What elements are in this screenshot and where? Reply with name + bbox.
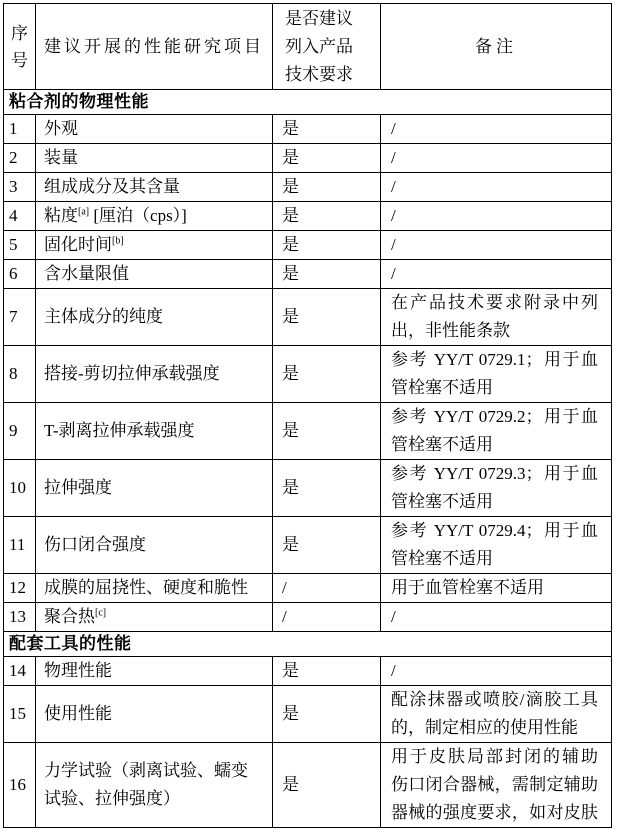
row-research-item: T-剥离拉伸承载强度 <box>36 403 273 460</box>
cell-text-line: 出，非性能条款 <box>391 321 510 340</box>
section-title: 粘合剂的物理性能 <box>4 90 612 115</box>
row-remark: / <box>381 115 612 144</box>
row-research-item: 拉伸强度 <box>36 460 273 517</box>
row-remark <box>381 346 612 403</box>
cell-text-line: 参考 YY/T 0729.1；用于血 <box>391 350 598 369</box>
row-remark: 用于血管栓塞不适用 <box>381 574 612 603</box>
performance-requirements-table <box>3 3 612 828</box>
row-serial-number: 4 <box>4 202 36 231</box>
row-serial-number: 16 <box>4 743 36 828</box>
cell-text-line: 参考 YY/T 0729.4；用于血 <box>391 521 598 540</box>
row-research-item: 装量 <box>36 144 273 173</box>
row-listed-value: 是 <box>273 260 381 289</box>
document-page <box>0 3 619 832</box>
row-listed-value: / <box>273 574 381 603</box>
header-listed-in-requirements <box>273 4 381 90</box>
row-research-item: 成膜的屈挠性、硬度和脆性 <box>36 574 273 603</box>
header-serial-number <box>4 4 36 90</box>
row-remark <box>381 517 612 574</box>
table-row <box>4 574 612 603</box>
cell-text-line: 力学试验（剥离试验、蠕变 <box>44 761 248 780</box>
row-listed-value: 是 <box>273 202 381 231</box>
row-research-item <box>36 743 273 828</box>
table-row <box>4 144 612 173</box>
cell-text-line: 伤口闭合器械，需制定辅助 <box>391 775 598 794</box>
table-row <box>4 460 612 517</box>
row-listed-value: 是 <box>273 460 381 517</box>
row-listed-value: 是 <box>273 346 381 403</box>
section-title: 配套工具的性能 <box>4 632 612 657</box>
cell-text-line: 参考 YY/T 0729.2；用于血 <box>391 407 598 426</box>
cell-text-line: 管栓塞不适用 <box>391 549 493 568</box>
cell-text-line: 配涂抹器或喷胶/滴胶工具 <box>391 690 598 709</box>
row-remark: / <box>381 202 612 231</box>
row-research-item: 组成成分及其含量 <box>36 173 273 202</box>
row-listed-value: 是 <box>273 657 381 686</box>
section-row <box>4 90 612 115</box>
cell-text-line: 用于皮肤局部封闭的辅助 <box>391 747 598 766</box>
cell-text-line: 器械的强度要求，如对皮肤 <box>391 803 598 822</box>
cell-text-line: 试验、拉伸强度） <box>44 789 180 808</box>
row-serial-number: 5 <box>4 231 36 260</box>
row-listed-value: 是 <box>273 517 381 574</box>
row-listed-value: 是 <box>273 743 381 828</box>
row-listed-value: / <box>273 603 381 632</box>
table-row <box>4 686 612 743</box>
row-listed-value: 是 <box>273 173 381 202</box>
header-listed-line-1: 是否建议 <box>285 8 353 28</box>
row-serial-number: 8 <box>4 346 36 403</box>
header-listed-line-2: 列入产品 <box>285 36 353 56</box>
row-remark <box>381 289 612 346</box>
cell-text-line: 管栓塞不适用 <box>391 492 493 511</box>
table-row <box>4 173 612 202</box>
row-remark: / <box>381 657 612 686</box>
row-serial-number: 2 <box>4 144 36 173</box>
row-remark <box>381 460 612 517</box>
section-row <box>4 632 612 657</box>
table-row <box>4 603 612 632</box>
footnote-marker: [a] <box>78 206 90 218</box>
row-research-item: 物理性能 <box>36 657 273 686</box>
row-research-item: 聚合热[c] <box>36 603 273 632</box>
row-listed-value: 是 <box>273 686 381 743</box>
row-remark: / <box>381 260 612 289</box>
table-row <box>4 289 612 346</box>
row-remark <box>381 686 612 743</box>
table-row <box>4 403 612 460</box>
footnote-marker: [b] <box>112 235 124 247</box>
row-serial-number: 15 <box>4 686 36 743</box>
row-serial-number: 11 <box>4 517 36 574</box>
cell-text-line: 的，制定相应的使用性能 <box>391 718 578 737</box>
row-listed-value: 是 <box>273 289 381 346</box>
row-research-item: 使用性能 <box>36 686 273 743</box>
row-serial-number: 3 <box>4 173 36 202</box>
row-listed-value: 是 <box>273 231 381 260</box>
header-listed-line-3: 技术要求 <box>285 64 353 84</box>
footnote-marker: [c] <box>95 607 107 619</box>
row-remark <box>381 743 612 828</box>
row-research-item: 含水量限值 <box>36 260 273 289</box>
table-row <box>4 231 612 260</box>
row-research-item: 粘度[a] [厘泊（cps）] <box>36 202 273 231</box>
row-research-item: 外观 <box>36 115 273 144</box>
table-row <box>4 657 612 686</box>
row-remark <box>381 403 612 460</box>
row-listed-value: 是 <box>273 403 381 460</box>
header-serial-line-2: 号 <box>11 50 28 70</box>
cell-text-line: 在产品技术要求附录中列 <box>391 293 598 312</box>
row-research-item: 搭接-剪切拉伸承载强度 <box>36 346 273 403</box>
row-serial-number: 12 <box>4 574 36 603</box>
row-listed-value: 是 <box>273 144 381 173</box>
row-listed-value: 是 <box>273 115 381 144</box>
row-serial-number: 10 <box>4 460 36 517</box>
row-remark: / <box>381 603 612 632</box>
row-serial-number: 13 <box>4 603 36 632</box>
row-serial-number: 14 <box>4 657 36 686</box>
row-remark: / <box>381 144 612 173</box>
cell-text-line: 参考 YY/T 0729.3；用于血 <box>391 464 598 483</box>
table-row <box>4 743 612 828</box>
row-remark: / <box>381 173 612 202</box>
row-serial-number: 7 <box>4 289 36 346</box>
row-research-item: 固化时间[b] <box>36 231 273 260</box>
row-research-item: 主体成分的纯度 <box>36 289 273 346</box>
row-research-item: 伤口闭合强度 <box>36 517 273 574</box>
header-serial-line-1: 序 <box>11 23 28 43</box>
table-row <box>4 202 612 231</box>
row-serial-number: 9 <box>4 403 36 460</box>
header-remark: 备注 <box>381 4 612 90</box>
table-row <box>4 115 612 144</box>
header-research-item: 建议开展的性能研究项目 <box>36 4 273 90</box>
header-row <box>4 4 612 90</box>
cell-text-line: 管栓塞不适用 <box>391 435 493 454</box>
table-row <box>4 260 612 289</box>
cell-text-line: 管栓塞不适用 <box>391 378 493 397</box>
table-body <box>4 90 612 828</box>
row-serial-number: 1 <box>4 115 36 144</box>
row-serial-number: 6 <box>4 260 36 289</box>
table-row <box>4 346 612 403</box>
row-remark: / <box>381 231 612 260</box>
table-row <box>4 517 612 574</box>
